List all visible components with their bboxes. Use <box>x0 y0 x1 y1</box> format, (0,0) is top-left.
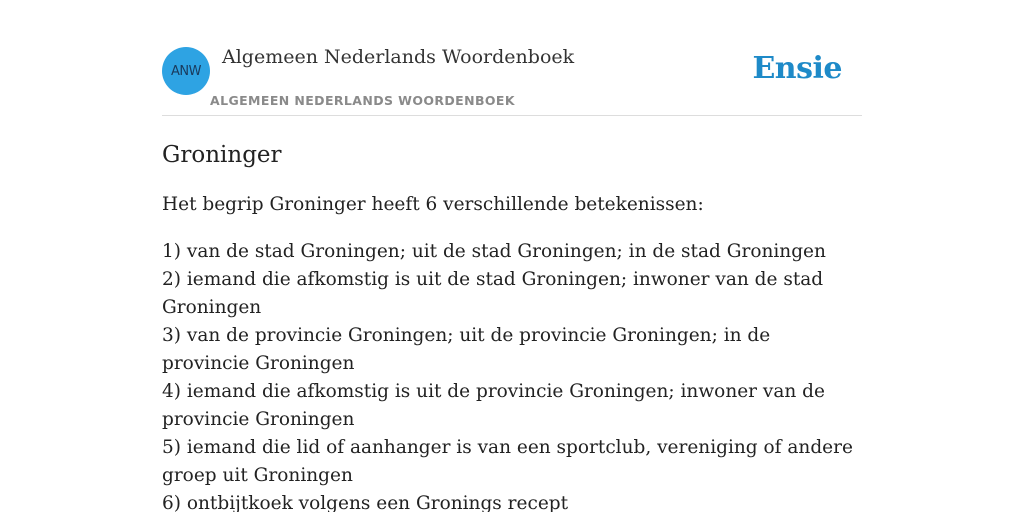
source-subtitle: ALGEMEEN NEDERLANDS WOORDENBOEK <box>210 93 515 108</box>
meaning-item: 3) van de provincie Groningen; uit de provincie Groningen; in de provincie Groningen <box>162 325 771 374</box>
meaning-item: 1) van de stad Groningen; uit de stad Groningen; in de stad Groningen <box>162 241 826 262</box>
meaning-item: 6) ontbijtkoek volgens een Gronings recept <box>162 493 569 512</box>
meaning-item: 2) iemand die afkomstig is uit de stad Groningen; inwoner van de stad Groningen <box>162 269 824 318</box>
source-logo-text: ANW <box>171 63 201 79</box>
entry-term: Groninger <box>162 142 282 168</box>
meanings-list <box>162 238 862 512</box>
entry-intro: Het begrip Groninger heeft 6 verschillende betekenissen: <box>162 194 704 215</box>
source-logo[interactable] <box>162 47 210 95</box>
meaning-item: 5) iemand die lid of aanhanger is van een sportclub, vereniging of andere groep uit Groningen <box>162 437 853 486</box>
source-title[interactable]: Algemeen Nederlands Woordenboek <box>222 46 575 68</box>
definition-card <box>162 40 862 512</box>
meaning-item: 4) iemand die afkomstig is uit de provincie Groningen; inwoner van de provincie Groningen <box>162 381 825 430</box>
source-header <box>162 40 862 116</box>
brand-logo[interactable]: Ensie <box>752 51 842 86</box>
